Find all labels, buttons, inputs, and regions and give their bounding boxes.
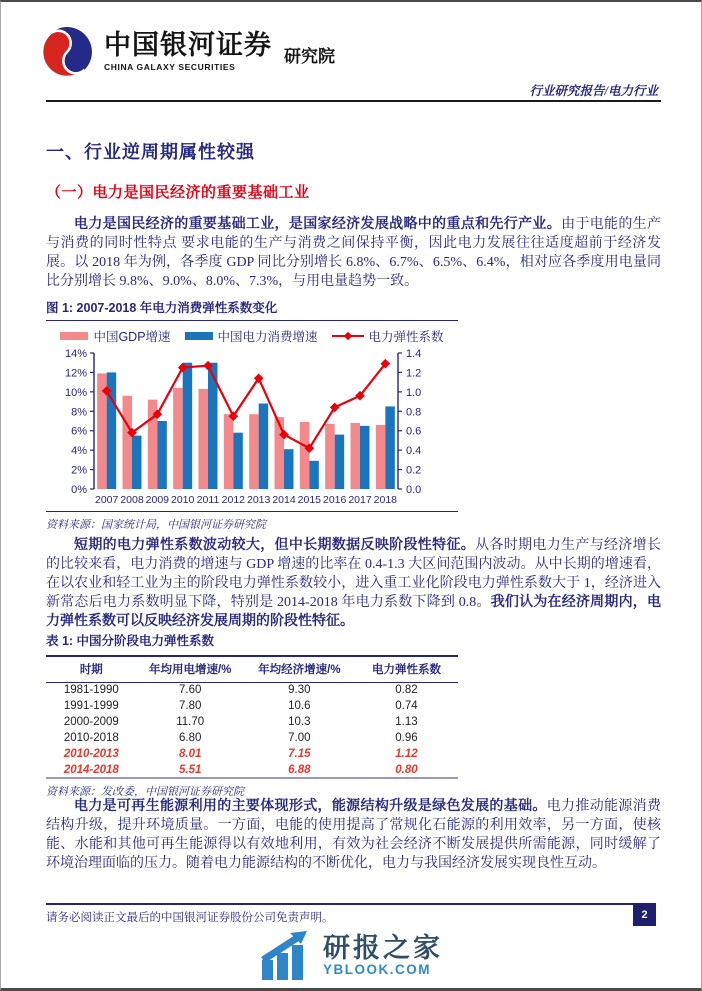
cell-period: 2000-2009	[63, 716, 119, 728]
cell-elasticity: 0.96	[395, 732, 418, 744]
disclaimer-text: 请务必阅读正文最后的中国银河证券股份公司免责声明。	[46, 912, 334, 924]
cell-period: 1981-1990	[63, 684, 119, 697]
subsection-heading: （一）电力是国民经济的重要基础工业	[46, 185, 310, 201]
footer-rule	[46, 903, 633, 905]
cell-gdp-growth: 10.6	[288, 700, 311, 712]
cell-elasticity: 0.82	[395, 684, 418, 697]
cell-period: 2010-2013	[63, 748, 119, 760]
figure-bottom-rule	[46, 511, 458, 512]
svg-text:0.4: 0.4	[406, 445, 422, 458]
legend-gdp-label: 中国GDP增速	[93, 330, 171, 344]
cell-gdp-growth: 7.15	[288, 748, 311, 760]
svg-text:2010: 2010	[170, 494, 195, 506]
col-header: 年均经济增速/%	[244, 656, 355, 682]
figure-source: 资料来源：国家统计局，中国银河证券研究院	[46, 519, 266, 531]
watermark	[259, 930, 443, 980]
cell-power-growth: 5.51	[178, 763, 202, 776]
svg-text:2012: 2012	[221, 494, 246, 506]
cell-power-growth: 11.70	[176, 716, 205, 728]
svg-text:2015: 2015	[297, 494, 322, 506]
table-header-row	[46, 656, 458, 682]
section-heading: 一、行业逆周期属性较强	[46, 142, 255, 162]
svg-text:2018: 2018	[373, 494, 398, 506]
svg-text:2016: 2016	[322, 494, 347, 506]
elasticity-chart	[46, 347, 458, 511]
svg-text:2014: 2014	[272, 494, 296, 506]
brand-name-cn: 中国银河证券	[104, 30, 272, 60]
elasticity-swatch-icon	[332, 332, 364, 340]
svg-text:2017: 2017	[348, 494, 372, 506]
svg-text:6%: 6%	[71, 425, 87, 438]
report-type-label: 行业研究报告/电力行业	[529, 84, 658, 98]
paragraph-1-lead: 电力是国民经济的重要基础工业，是国家经济发展战略中的重点和先行产业。	[74, 217, 562, 232]
svg-text:14%: 14%	[64, 348, 87, 360]
table-source: 资料来源：发改委，中国银河证券研究院	[46, 786, 244, 798]
paragraph-1-body: 由于电能的生产与消费的同时性特点 要求电能的生产与消费之间保持平衡，因此电力发展往往适度超前于经济发展。以 2018 年为例，各季度 GDP 同比分别增长 6.8%、6.7%、6.5%、6.4%，相对应各季度用电量同比分别增长 9.8%、9.0%、8.0%、7.3%，与用电量趋势一致。	[46, 217, 662, 289]
table-1	[46, 631, 458, 799]
col-header: 时期	[46, 656, 137, 682]
legend-power	[185, 327, 318, 345]
svg-text:0%: 0%	[71, 484, 87, 496]
cell-power-growth: 7.60	[178, 684, 202, 697]
cell-gdp-growth: 7.00	[288, 732, 311, 744]
svg-text:0.6: 0.6	[406, 425, 422, 438]
svg-text:8%: 8%	[71, 406, 87, 419]
power-swatch-icon	[185, 332, 213, 340]
svg-text:1.4: 1.4	[406, 348, 422, 360]
paragraph-3-lead: 电力是可再生能源利用的主要体现形式，能源结构升级是绿色发展的基础。	[74, 799, 547, 814]
svg-text:4%: 4%	[71, 445, 87, 458]
paragraph-3-body: 电力推动能源消费结构升级，提升环境质量。一方面，电能的使用提高了常规化石能源的利用效率，另一方面，使核能、水能和其他可再生能源得以有效地利用，有效为社会经济不断发展提供所需能源，同时缓解了环境治理面临的压力。随着电力能源结构的不断优化，电力与我国经济发展实现良性互动。	[46, 799, 662, 871]
svg-text:10%: 10%	[64, 386, 87, 399]
legend-power-label: 中国电力消费增速	[217, 330, 318, 344]
table-row	[46, 730, 458, 746]
svg-text:2%: 2%	[71, 464, 87, 477]
paragraph-2-tail: 我们认为在经济周期内，电力弹性系数可以反映经济发展周期的阶段性特征。	[46, 595, 661, 629]
paragraph-1	[46, 215, 661, 291]
svg-text:0.8: 0.8	[406, 406, 422, 419]
svg-text:2013: 2013	[246, 494, 271, 506]
col-header: 年均用电增速/%	[137, 656, 244, 682]
svg-text:1.0: 1.0	[406, 386, 422, 399]
cell-period: 1991-1999	[63, 700, 119, 712]
svg-text:12%: 12%	[64, 367, 87, 380]
svg-text:2008: 2008	[120, 494, 144, 506]
figure-title-rule	[46, 320, 458, 321]
cell-power-growth: 8.01	[178, 748, 202, 760]
cell-period: 2014-2018	[63, 763, 119, 776]
legend-elasticity	[332, 327, 444, 345]
table-row	[46, 682, 458, 698]
watermark-domain: YBLOOK.COM	[323, 961, 431, 977]
legend-gdp	[60, 327, 170, 345]
paragraph-2-body: 从各时期电力生产与经济增长的比较来看，电力消费的增速与 GDP 增速的比率在 0.4-1.3 大区间范围内波动。从中长期的增速看，在以农业和轻工业为主的阶段电力弹性系数较小，进入重工业化阶段电力弹性系数大于 1，经济进入新常态后电力系数明显下降，特别是 2014-2018 年电力系数下降到 0.8。	[46, 538, 662, 610]
cell-elasticity: 1.13	[395, 716, 418, 728]
galaxy-securities-logo-icon	[41, 26, 93, 78]
table-row	[46, 698, 458, 714]
svg-text:2011: 2011	[196, 494, 220, 506]
cell-gdp-growth: 9.30	[288, 684, 311, 697]
figure-title: 图 1: 2007-2018 年电力消费弹性系数变化	[46, 301, 278, 315]
legend-elasticity-label: 电力弹性系数	[368, 330, 444, 344]
cell-power-growth: 7.80	[178, 700, 202, 712]
chart-legend	[46, 327, 458, 345]
table-title: 表 1: 中国分阶段电力弹性系数	[46, 634, 215, 648]
cell-period: 2010-2018	[63, 732, 119, 744]
cell-elasticity: 1.12	[395, 748, 418, 760]
paragraph-2	[46, 536, 661, 631]
cell-elasticity: 0.74	[395, 700, 418, 712]
table-row	[46, 714, 458, 730]
elasticity-table	[46, 655, 458, 779]
cell-gdp-growth: 10.3	[288, 716, 311, 728]
table-row-highlight	[46, 762, 458, 778]
table-row-highlight	[46, 746, 458, 762]
svg-text:1.2: 1.2	[406, 367, 422, 380]
svg-text:2007: 2007	[94, 494, 119, 506]
svg-text:0.0: 0.0	[406, 484, 422, 496]
gdp-swatch-icon	[60, 332, 88, 340]
cell-elasticity: 0.80	[395, 763, 418, 776]
header-rule	[46, 100, 661, 102]
paragraph-3	[46, 797, 661, 873]
cell-power-growth: 6.80	[178, 732, 202, 744]
paragraph-2-lead: 短期的电力弹性系数波动较大，但中长期数据反映阶段性特征。	[74, 538, 476, 553]
brand-name-en: CHINA GALAXY SECURITIES	[104, 62, 236, 72]
col-header: 电力弹性系数	[355, 656, 458, 682]
svg-text:0.2: 0.2	[406, 464, 422, 477]
watermark-chart-icon	[259, 930, 313, 980]
cell-gdp-growth: 6.88	[288, 763, 311, 776]
watermark-name: 研报之家	[323, 932, 443, 963]
header-logo	[41, 26, 335, 78]
institute-label: 研究院	[284, 47, 335, 66]
brand-text	[104, 26, 272, 72]
watermark-text	[323, 934, 443, 977]
page-number-badge: 2	[633, 903, 656, 926]
figure-1	[46, 298, 458, 532]
svg-text:2009: 2009	[145, 494, 170, 506]
